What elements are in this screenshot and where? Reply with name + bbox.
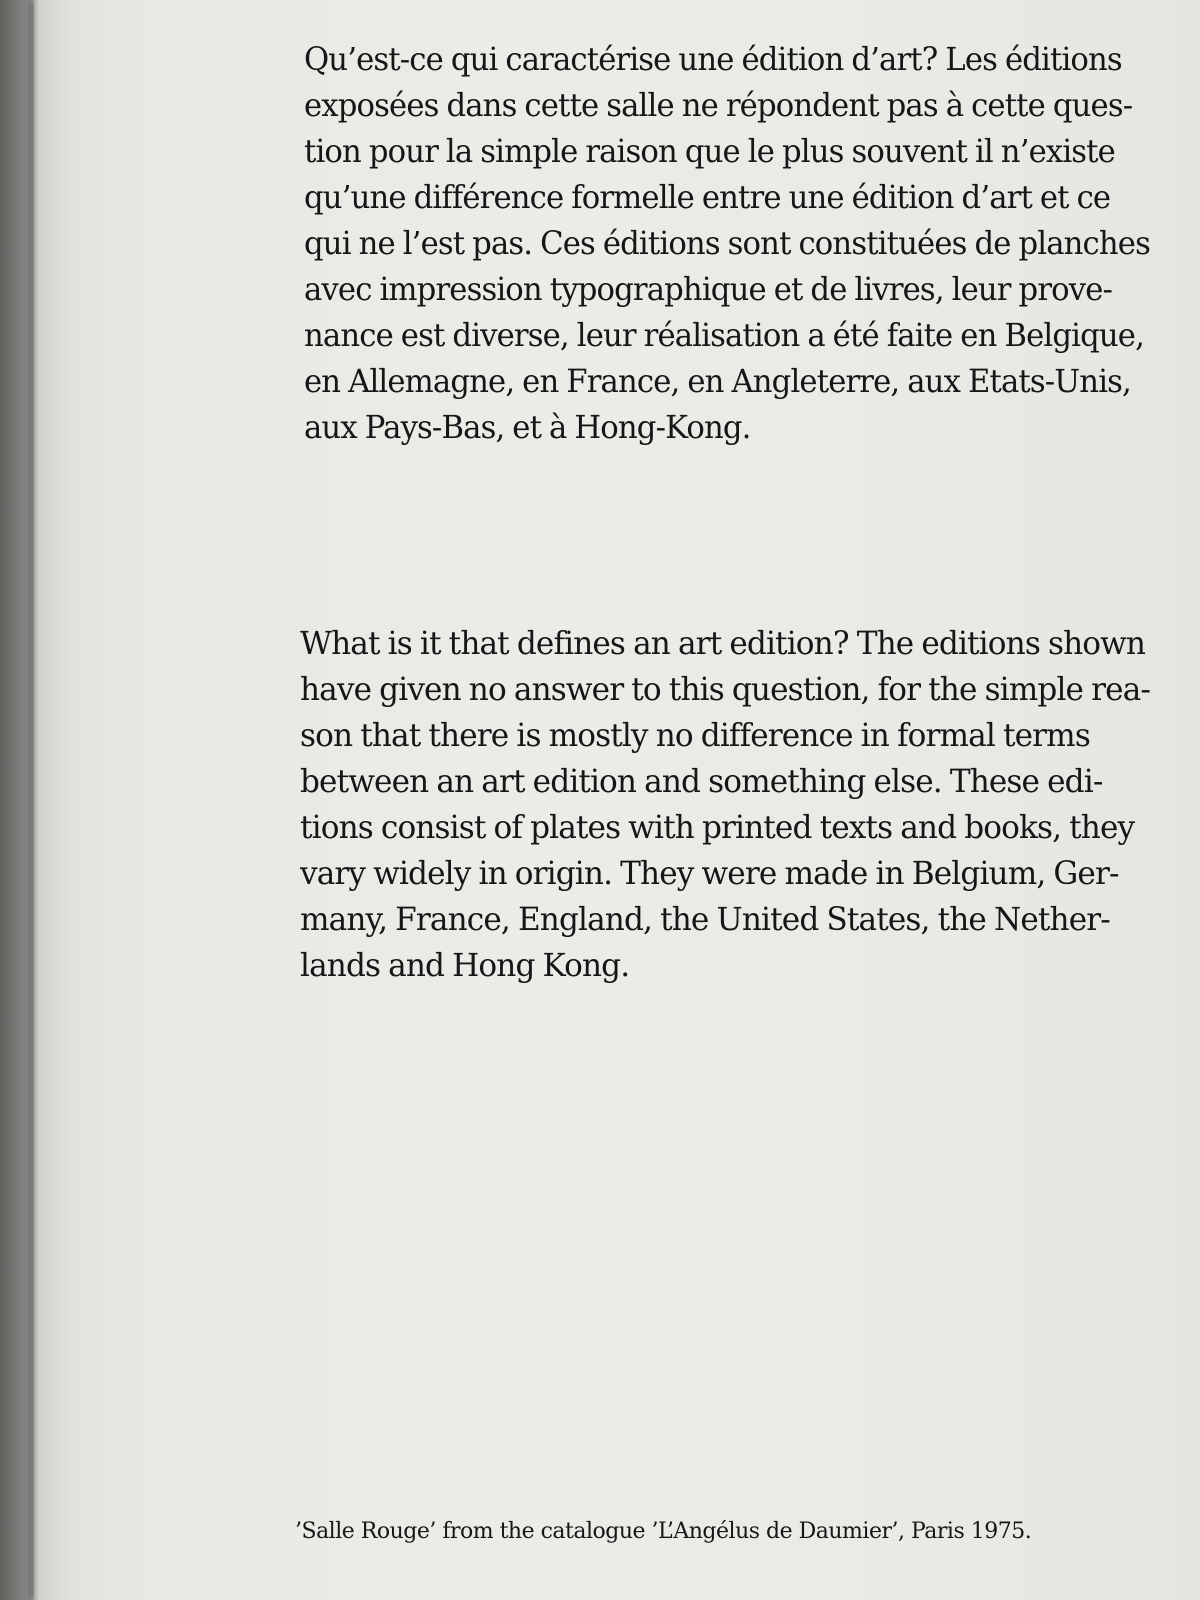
english-line: tions consist of plates with printed texts and books, they bbox=[300, 808, 1135, 846]
english-line: son that there is mostly no difference in formal terms bbox=[300, 716, 1090, 754]
english-line: lands and Hong Kong. bbox=[300, 946, 630, 984]
french-line: exposées dans cette salle ne répondent pas à cette ques- bbox=[304, 86, 1133, 124]
french-line: Qu’est-ce qui caractérise une édition d’art? Les éditions bbox=[304, 40, 1122, 78]
french-line: tion pour la simple raison que le plus souvent il n’existe bbox=[304, 132, 1115, 170]
french-line: qui ne l’est pas. Ces éditions sont constituées de planches bbox=[304, 224, 1150, 262]
french-line: qu’une différence formelle entre une édition d’art et ce bbox=[304, 178, 1111, 216]
english-line: What is it that defines an art edition? The editions shown bbox=[300, 624, 1146, 662]
english-line: between an art edition and something else. These edi- bbox=[300, 762, 1103, 800]
english-paragraph bbox=[300, 620, 1150, 988]
english-line: many, France, England, the United States, the Nether- bbox=[300, 900, 1110, 938]
caption: ’Salle Rouge’ from the catalogue ’L’Angélus de Daumier’, Paris 1975. bbox=[295, 1519, 1032, 1544]
french-line: en Allemagne, en France, en Angleterre, aux Etats-Unis, bbox=[304, 362, 1131, 400]
french-line: avec impression typographique et de livres, leur prove- bbox=[304, 270, 1113, 308]
french-line: nance est diverse, leur réalisation a été faite en Belgique, bbox=[304, 316, 1145, 354]
french-line: aux Pays-Bas, et à Hong-Kong. bbox=[304, 408, 751, 446]
english-line: vary widely in origin. They were made in Belgium, Ger- bbox=[300, 854, 1119, 892]
english-line: have given no answer to this question, for the simple rea- bbox=[300, 670, 1151, 708]
french-paragraph bbox=[304, 36, 1150, 450]
book-page bbox=[34, 0, 1200, 1600]
